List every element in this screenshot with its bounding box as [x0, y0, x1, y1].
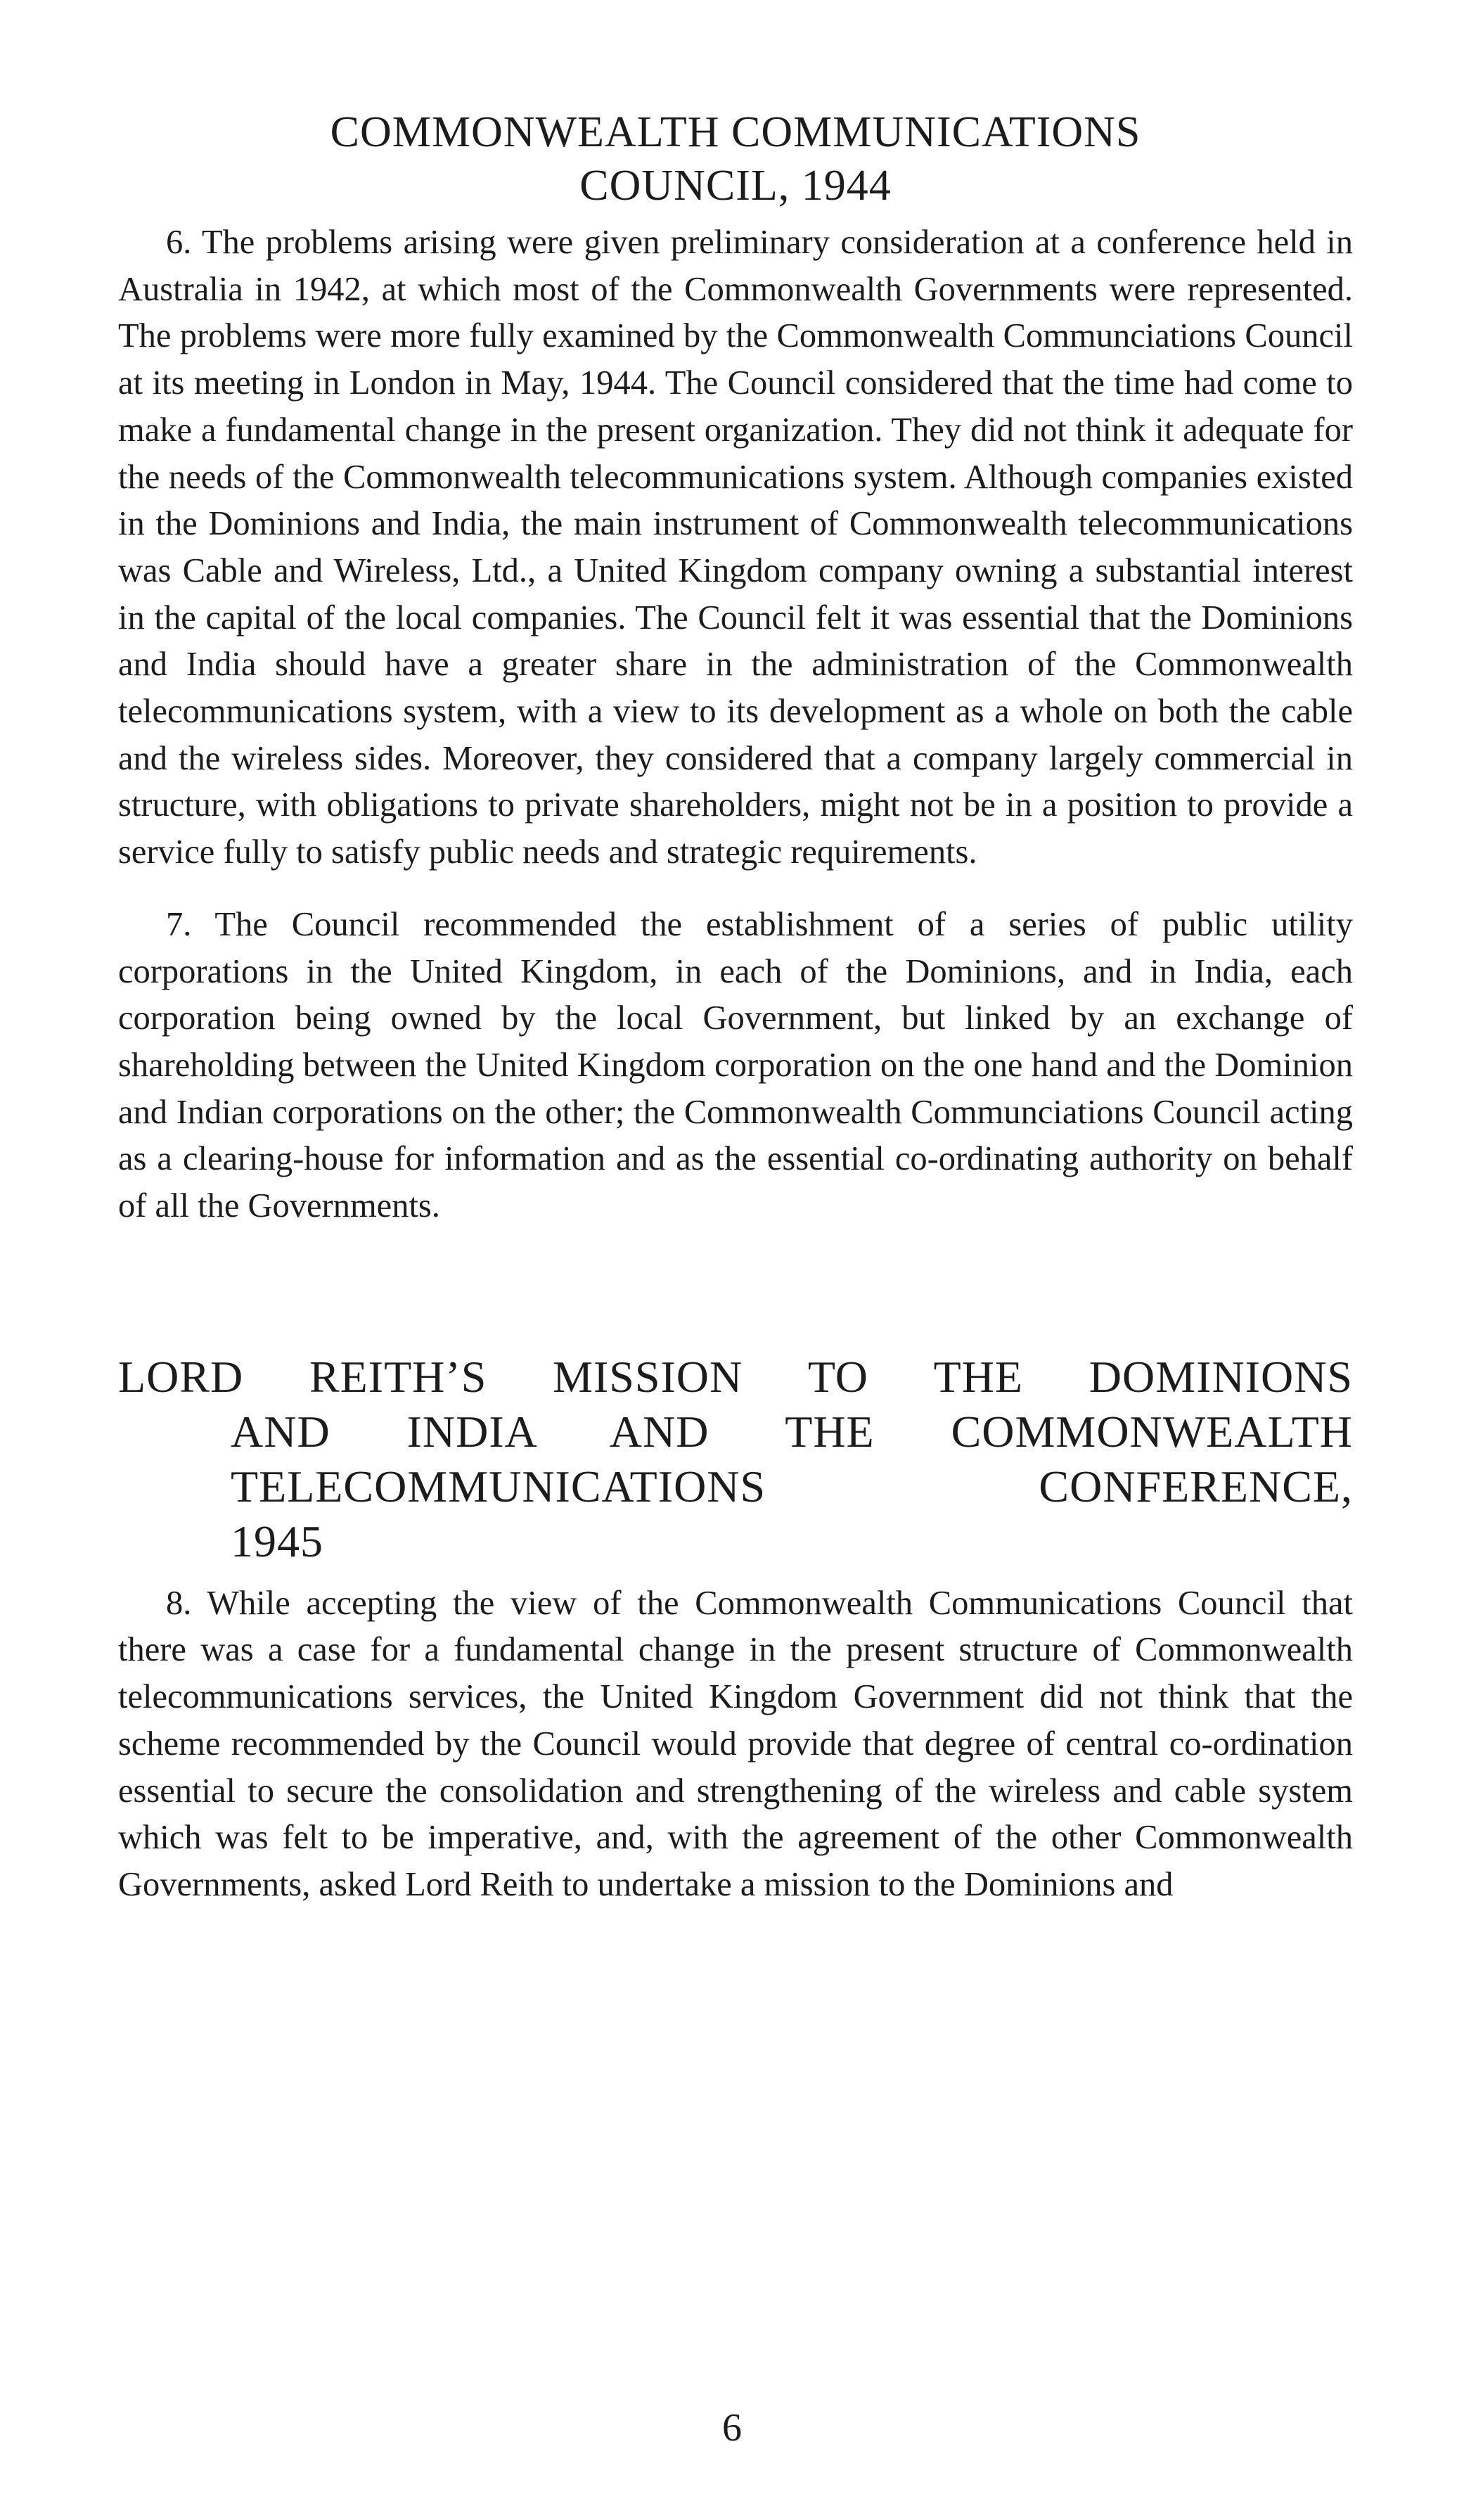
section-heading-lord-reith-mission [118, 1350, 1353, 1569]
document-page [118, 105, 1353, 1909]
paragraph-7: 7. The Council recommended the establishment of a series of public utility corporations in the United Kingdom, in each of the Dominions, and in India, each corporation being owned by the local Government, but linked by an exchange of shareholding between the United Kingdom corporation on the one hand and the Dominion and Indian corporations on the other; the Commonwealth Communciations Council acting as a clearing-house for information and as the essential co-ordinating authority on behalf of all the Governments. [118, 905, 1353, 1225]
heading-line: 1945 [231, 1516, 323, 1566]
paragraph-8: 8. While accepting the view of the Commonwealth Communications Council that there was a case for a fundamental change in the present structure of Commonwealth telecommunications services, the United Kingdom Government did not think that the scheme recommended by the Council would provide that degree of central co-ordination essential to secure the consolidation and strengthening of the wireless and cable system which was felt to be imperative, and, with the agreement of the other Commonwealth Governments, asked Lord Reith to undertake a mission to the Dominions and [118, 1584, 1353, 1903]
heading-line: TELECOMMUNICATIONS CONFERENCE, [231, 1461, 1353, 1511]
section-heading-commonwealth-communications-council [118, 105, 1353, 212]
page-number: 6 [722, 2406, 742, 2450]
heading-line: COMMONWEALTH COMMUNICATIONS [330, 108, 1141, 156]
paragraph-6: 6. The problems arising were given preliminary consideration at a conference held in Australia in 1942, at which most of the Commonwealth Governments were represented. The problems were more fully examined by the Commonwealth Communciations Council at its meeting in London in May, 1944. The Council considered that the time had come to make a fundamental change in the present organization. They did not think it adequate for the needs of the Commonwealth telecommunications system. Although companies existed in the Dominions and India, the main instrument of Commonwealth telecommunications was Cable and Wireless, Ltd., a United Kingdom company owning a substantial interest in the capital of the local companies. The Council felt it was essential that the Dominions and India should have a greater share in the administration of the Commonwealth telecommunications system, with a view to its development as a whole on both the cable and the wireless sides. Moreover, they considered that a company largely commercial in structure, with obligations to private shareholders, might not be in a position to provide a service fully to satisfy public needs and strategic requirements. [118, 224, 1353, 871]
heading-line: LORD REITH’S MISSION TO THE DOMINIONS [118, 1351, 1353, 1402]
heading-line: COUNCIL, 1944 [579, 162, 892, 210]
heading-line: AND INDIA AND THE COMMONWEALTH [231, 1406, 1353, 1457]
